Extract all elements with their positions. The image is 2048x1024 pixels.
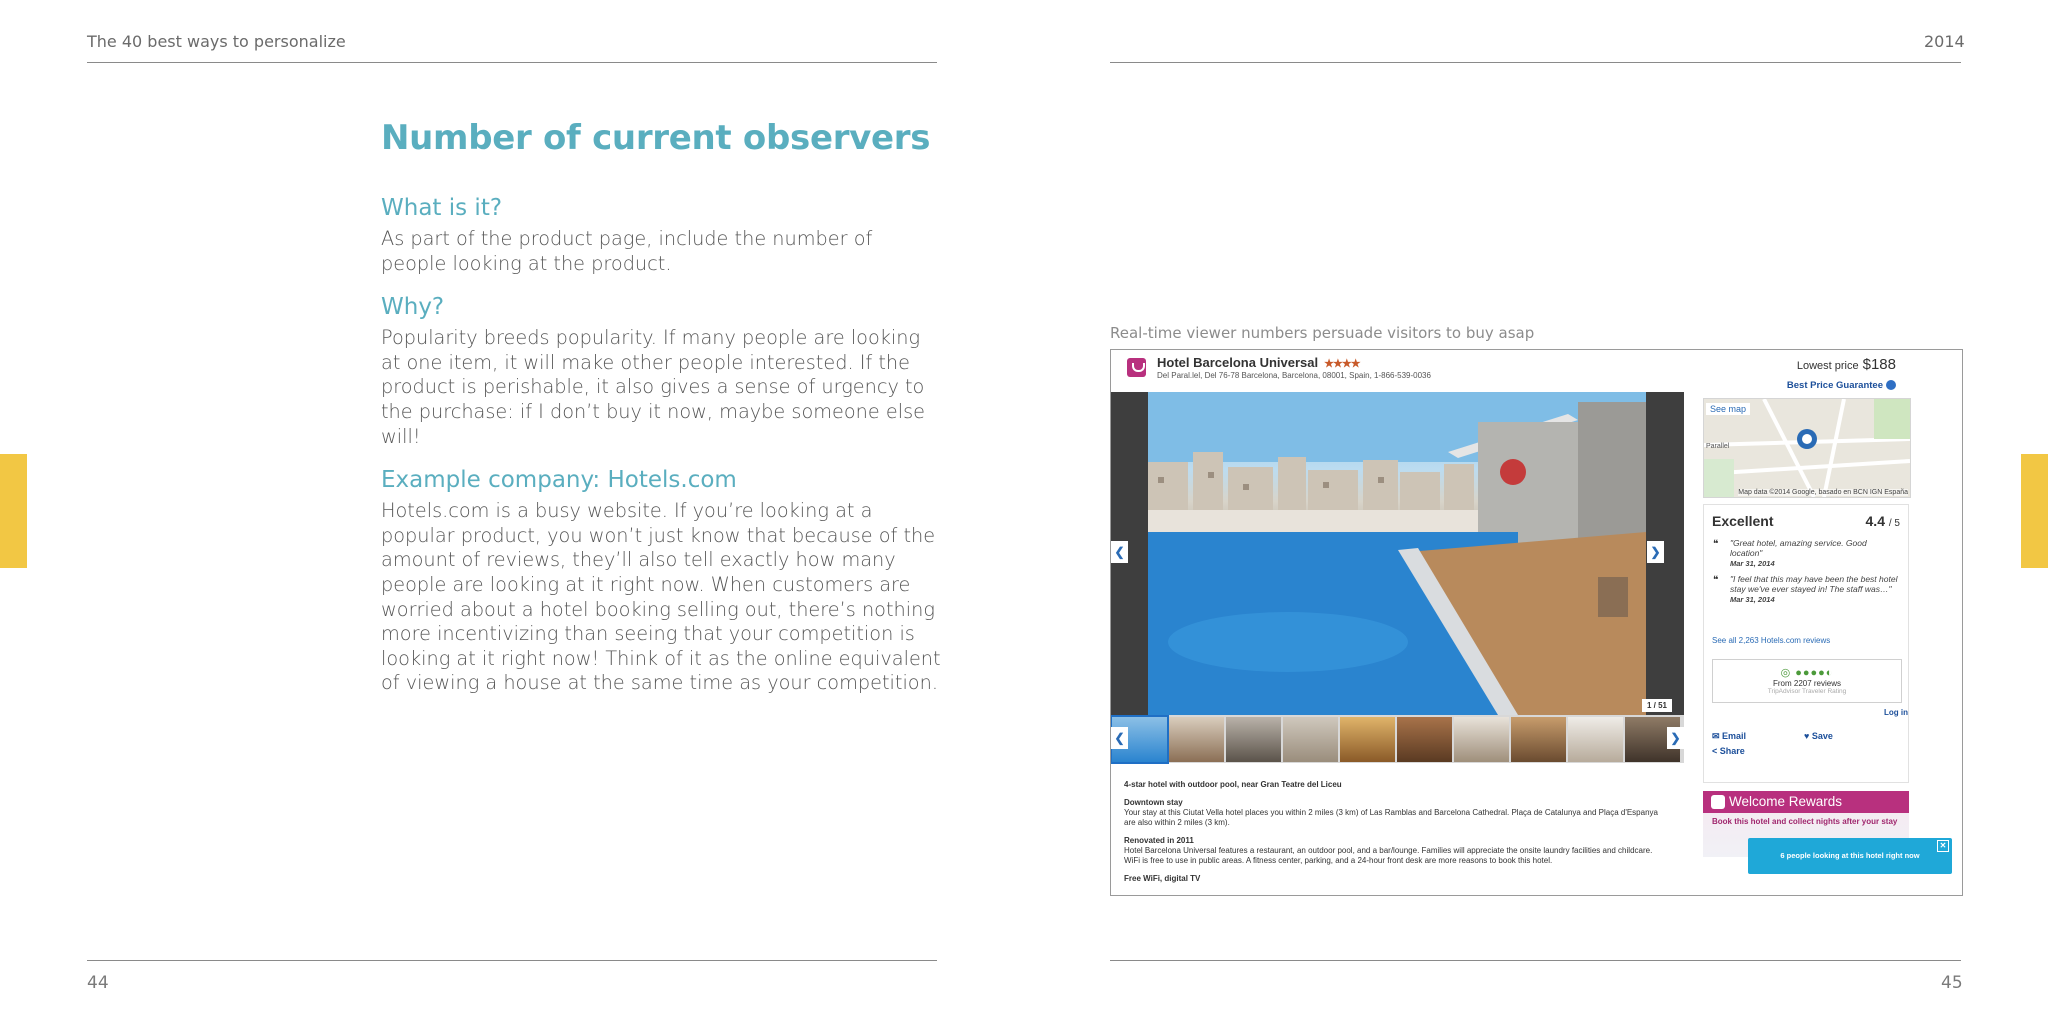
thumbnail[interactable] bbox=[1568, 717, 1623, 762]
thumbnail[interactable] bbox=[1169, 717, 1224, 762]
thumbnail[interactable] bbox=[1283, 717, 1338, 762]
photo-counter: 1 / 51 bbox=[1642, 699, 1672, 712]
thumbnail[interactable] bbox=[1340, 717, 1395, 762]
hotel-address: Del Paral.lel, Del 76-78 Barcelona, Barcelona, 08001, Spain, 1-866-539-0036 bbox=[1157, 371, 1431, 380]
review-quote: "Great hotel, amazing service. Good location" Mar 31, 2014 bbox=[1730, 538, 1867, 568]
review-quote: "I feel that this may have been the best hotel stay we've ever stayed in! The staff was…" Mar 31, 2014 bbox=[1730, 574, 1898, 604]
section-text: As part of the product page, include the number of people looking at the product. bbox=[381, 227, 873, 275]
mail-icon: ✉ bbox=[1712, 731, 1723, 741]
map-credit: Map data ©2014 Google, basado en BCN IGN España bbox=[1738, 489, 1908, 496]
running-header-year: 2014 bbox=[1924, 32, 1965, 51]
hotel-photo-gallery[interactable] bbox=[1111, 392, 1684, 715]
hotel-name: Hotel Barcelona Universal ★★★★ bbox=[1157, 355, 1360, 370]
running-header-title: The 40 best ways to personalize bbox=[87, 32, 346, 51]
page-number-left: 44 bbox=[87, 973, 109, 993]
tripadvisor-bubbles-icon: ◎ ●●●●◐ bbox=[1780, 667, 1834, 679]
description-heading: Renovated in 2011 bbox=[1124, 836, 1194, 845]
quote-icon: ❝ bbox=[1713, 575, 1719, 586]
page-number-right: 45 bbox=[1941, 973, 1963, 993]
rating-score: 4.4 / 5 bbox=[1865, 513, 1900, 529]
header-rule-left bbox=[87, 62, 937, 63]
section-text: Popularity breeds popularity. If many people are looking at one item, it will make other people interested. If the product is perishable, it also gives a sense of urgency to the purchase: if I don’t buy it now, maybe someone else will! bbox=[381, 326, 926, 448]
quote-icon: ❝ bbox=[1713, 539, 1719, 550]
edge-tab-right bbox=[2021, 454, 2048, 568]
thumbnail[interactable] bbox=[1511, 717, 1566, 762]
description-headline: 4-star hotel with outdoor pool, near Gran Teatre del Liceu bbox=[1124, 780, 1342, 789]
prev-photo-button[interactable] bbox=[1111, 541, 1128, 563]
thumbnail-strip bbox=[1111, 715, 1684, 763]
viewers-notice-text: 6 people looking at this hotel right now bbox=[1780, 851, 1920, 860]
share-button[interactable]: < Share bbox=[1712, 746, 1745, 756]
section-heading: Why? bbox=[381, 294, 445, 321]
tripadvisor-review-count: From 2207 reviews bbox=[1772, 679, 1842, 688]
star-rating: ★★★★ bbox=[1324, 358, 1360, 370]
pool-photo bbox=[1148, 392, 1646, 715]
header-rule-right bbox=[1110, 62, 1961, 63]
article-title: Number of current observers bbox=[381, 118, 931, 158]
thumbnail[interactable] bbox=[1397, 717, 1452, 762]
next-thumbnails-button[interactable] bbox=[1667, 727, 1684, 749]
reviews-panel bbox=[1703, 504, 1909, 783]
tripadvisor-label: TripAdvisor Traveler Rating bbox=[1767, 688, 1847, 695]
heart-icon: ♥ bbox=[1804, 731, 1812, 741]
lowest-price: Lowest price $188 bbox=[1796, 356, 1896, 373]
email-button[interactable]: ✉ Email bbox=[1712, 731, 1747, 741]
chevron-right-icon: ❯ bbox=[1650, 545, 1661, 559]
welcome-rewards-title: Welcome Rewards bbox=[1703, 791, 1909, 813]
thumbnail[interactable] bbox=[1454, 717, 1509, 762]
hotel-description bbox=[1124, 780, 1664, 884]
share-icon: < bbox=[1712, 746, 1720, 756]
description-heading: Free WiFi, digital TV bbox=[1124, 874, 1201, 883]
see-map-link[interactable]: See map bbox=[1706, 403, 1750, 415]
tripadvisor-rating bbox=[1712, 659, 1902, 703]
welcome-rewards-text: Book this hotel and collect nights after your stay bbox=[1712, 817, 1898, 826]
footer-rule-left bbox=[87, 960, 937, 961]
prev-thumbnails-button[interactable] bbox=[1111, 727, 1128, 749]
info-icon bbox=[1886, 380, 1896, 390]
location-map[interactable] bbox=[1703, 398, 1911, 498]
footer-rule-right bbox=[1110, 960, 1961, 961]
hotels-screenshot bbox=[1110, 349, 1963, 896]
login-link[interactable]: Log in bbox=[1884, 708, 1908, 717]
viewers-notice bbox=[1748, 838, 1952, 874]
rating-label: Excellent bbox=[1712, 513, 1774, 529]
section-text: Hotels.com is a busy website. If you’re looking at a popular product, you won’t just know that because of the amount of reviews, they’ll also tell exactly how many people are looking at it right now. When customers are worried about a hotel booking selling out, there’s nothing more incentivizing than seeing that your competition is looking at it right now! Think of it as the online equivalent of viewing a house at the same time as your competition. bbox=[381, 499, 941, 695]
description-heading: Downtown stay bbox=[1124, 798, 1183, 807]
figure-caption: Real-time viewer numbers persuade visitors to buy asap bbox=[1110, 324, 1535, 342]
section-heading: Example company: Hotels.com bbox=[381, 467, 737, 494]
best-price-guarantee-link[interactable]: Best Price Guarantee bbox=[1787, 380, 1896, 391]
chevron-left-icon: ❮ bbox=[1114, 545, 1125, 559]
description-text: Hotel Barcelona Universal features a restaurant, an outdoor pool, and a bar/lounge. Families will appreciate the onsite laundry facilities and childcare. WiFi is free to use in public areas. A fitness center, parking, and a 24-hour front desk are more reasons to book this hotel. bbox=[1124, 846, 1653, 865]
hotels-logo-icon bbox=[1127, 358, 1146, 377]
chevron-right-icon: ❯ bbox=[1670, 731, 1681, 745]
chevron-left-icon: ❮ bbox=[1114, 731, 1125, 745]
next-photo-button[interactable] bbox=[1647, 541, 1664, 563]
section-heading: What is it? bbox=[381, 195, 503, 221]
article-body bbox=[381, 195, 941, 714]
thumbnail[interactable] bbox=[1226, 717, 1281, 762]
see-all-reviews-link[interactable]: See all 2,263 Hotels.com reviews bbox=[1712, 636, 1831, 645]
save-button[interactable]: ♥ Save bbox=[1804, 731, 1833, 741]
edge-tab-left bbox=[0, 454, 27, 568]
description-text: Your stay at this Ciutat Vella hotel places you within 2 miles (3 km) of Las Ramblas and Barcelona Cathedral. Plaça de Catalunya and Plaça d'Espanya are also within 2 miles (3 km). bbox=[1124, 808, 1658, 827]
close-icon[interactable]: ✕ bbox=[1937, 840, 1949, 852]
svg-text:Parallel: Parallel bbox=[1706, 443, 1730, 450]
